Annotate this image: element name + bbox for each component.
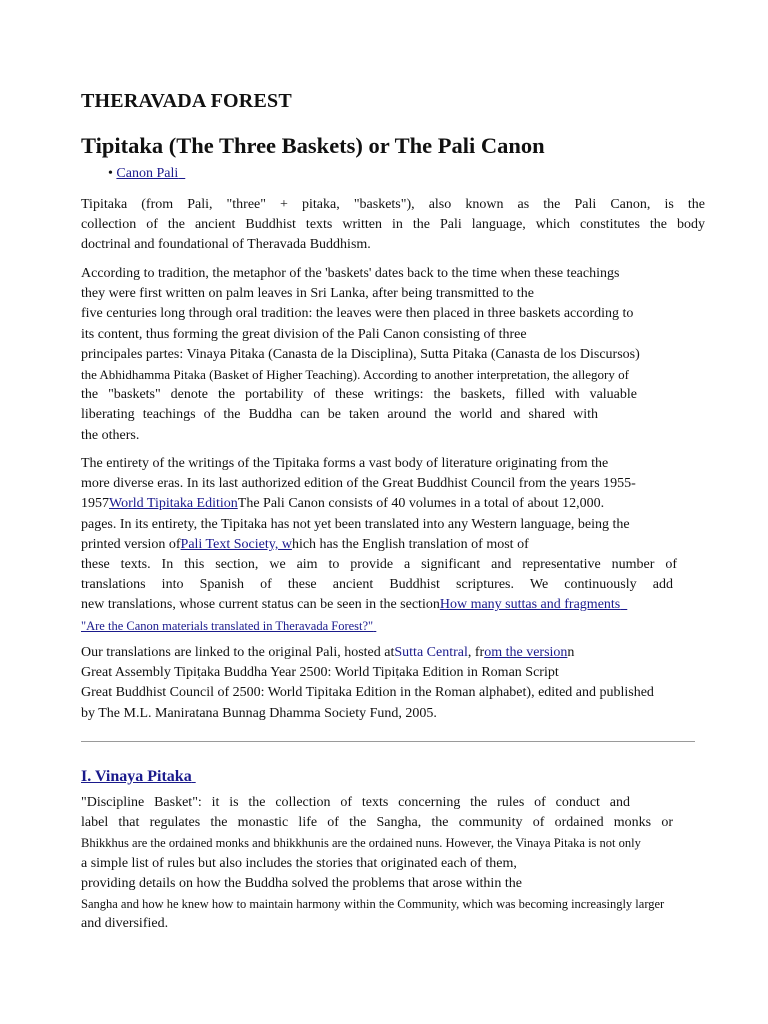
paragraph-line: According to tradition, the metaphor of the 'baskets' dates back to the time when these teachings xyxy=(81,266,620,281)
original-version-link[interactable]: om the version xyxy=(484,645,568,660)
paragraph-line: The entirety of the writings of the Tipitaka forms a vast body of literature originating from the xyxy=(81,456,609,471)
vinaya-paragraph xyxy=(81,793,705,934)
paragraph-line: pages. In its entirety, the Tipitaka has not yet been translated into any Western language, being the xyxy=(81,516,630,532)
paragraph-line: "Discipline Basket": it is the collection of texts concerning the rules of conduct and xyxy=(81,795,630,810)
pali-text-society-link[interactable]: Pali Text Society, w xyxy=(180,536,292,552)
paragraph-line: Tipitaka (from Pali, "three" + pitaka, "baskets"), also known as the Pali Canon, is the xyxy=(81,197,705,212)
paragraph-line: these texts. In this section, we aim to provide a significant and representative number of xyxy=(81,557,677,573)
tradition-paragraph xyxy=(81,264,705,446)
paragraph-line: Great Assembly Tipiṭaka Buddha Year 2500: World Tipiṭaka Edition in Roman Script xyxy=(81,665,559,681)
vinaya-pitaka-link-trail[interactable] xyxy=(192,768,196,785)
paragraph-line: label that regulates the monastic life of the Sangha, the community of ordained monks or xyxy=(81,815,673,831)
canon-pali-link-trail[interactable] xyxy=(178,166,185,181)
canon-pali-link[interactable]: Canon Pali xyxy=(116,166,179,181)
paragraph-line: printed version ofPali Text Society, which has the English translation of most of xyxy=(81,536,529,552)
paragraph-line: Bhikkhus are the ordained monks and bhikkhunis are the ordained nuns. However, the Vinaya Pitaka is not only xyxy=(81,836,641,851)
paragraph-line: principales partes: Vinaya Pitaka (Canasta de la Disciplina), Sutta Pitaka (Canasta de los Discursos) xyxy=(81,346,640,362)
paragraph-line: they were first written on palm leaves in Sri Lanka, after being transmitted to the xyxy=(81,286,534,302)
paragraph-line: doctrinal and foundational of Theravada Buddhism. xyxy=(81,237,371,253)
paragraph-line xyxy=(81,616,705,636)
canon-materials-link-trail[interactable] xyxy=(373,619,376,633)
paragraph-line: its content, thus forming the great division of the Pali Canon consisting of three xyxy=(81,326,527,342)
bullet-list-item xyxy=(108,166,185,182)
paragraph-line: a simple list of rules but also includes the stories that originated each of them, xyxy=(81,855,517,871)
section-divider xyxy=(81,741,695,742)
page-title: Tipitaka (The Three Baskets) or The Pali Canon xyxy=(81,133,545,158)
paragraph-line: new translations, whose current status can be seen in the sectionHow many suttas and fragments xyxy=(81,595,705,615)
paragraph-line: the others. xyxy=(81,427,140,443)
paragraph-line: the "baskets" denote the portability of these writings: the baskets, filled with valuable xyxy=(81,387,637,403)
vinaya-pitaka-heading xyxy=(81,768,196,786)
paragraph-line: 1957World Tipitaka EditionThe Pali Canon consists of 40 volumes in a total of about 12,000. xyxy=(81,496,605,512)
paragraph-line: five centuries long through oral tradition: the leaves were then placed in three baskets according to xyxy=(81,306,634,322)
paragraph-line: translations into Spanish of these ancient Buddhist scriptures. We continuously add xyxy=(81,577,673,593)
bullet-icon: • xyxy=(108,166,113,181)
paragraph-line: the Abhidhamma Pitaka (Basket of Higher Teaching). According to another interpretation, the allegory of xyxy=(81,367,629,383)
sutta-central-link[interactable]: Sutta Central xyxy=(394,645,468,660)
suttas-fragments-link[interactable]: How many suttas and fragments xyxy=(439,597,621,613)
suttas-fragments-link-trail[interactable] xyxy=(620,597,627,612)
paragraph-line: liberating teachings of the Buddha can be taken around the world and shared with xyxy=(81,407,598,423)
paragraph-line: Sangha and how he knew how to maintain harmony within the Community, which was becoming increasingly larger xyxy=(81,897,665,912)
paragraph-line: by The M.L. Maniratana Bunnag Dhamma Society Fund, 2005. xyxy=(81,705,437,721)
paragraph-line: Great Buddhist Council of 2500: World Tipitaka Edition in the Roman alphabet), edited and published xyxy=(81,685,654,701)
canon-materials-link[interactable]: "Are the Canon materials translated in Theravada Forest?" xyxy=(81,618,374,633)
paragraph-line: providing details on how the Buddha solved the problems that arose within the xyxy=(81,875,522,891)
paragraph-line: more diverse eras. In its last authorized edition of the Great Buddhist Council from the years 1955- xyxy=(81,476,636,492)
paragraph-line: Our translations are linked to the original Pali, hosted atSutta Central, from the versionn xyxy=(81,645,575,660)
intro-paragraph xyxy=(81,195,705,256)
paragraph-line: and diversified. xyxy=(81,916,169,932)
edition-paragraph xyxy=(81,454,705,636)
sources-paragraph xyxy=(81,643,705,724)
site-title: THERAVADA FOREST xyxy=(81,90,292,112)
world-tipitaka-edition-link[interactable]: World Tipitaka Edition xyxy=(109,496,238,512)
vinaya-pitaka-link[interactable]: I. Vinaya Pitaka xyxy=(81,768,192,785)
paragraph-line: collection of the ancient Buddhist texts written in the Pali language, which constitutes the body xyxy=(81,217,705,233)
